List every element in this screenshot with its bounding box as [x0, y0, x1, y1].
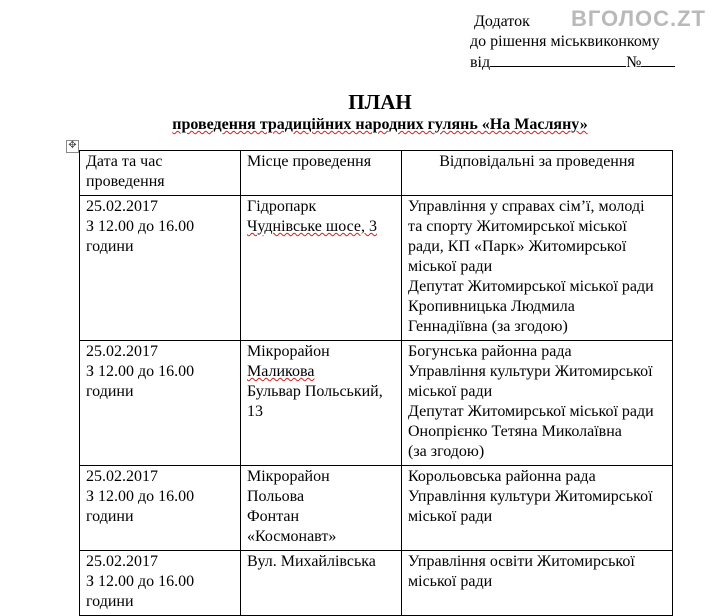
time-text: З 12.00 до 16.00	[86, 488, 195, 505]
cell-date	[80, 466, 241, 551]
cell-date	[80, 341, 241, 466]
place-text: Бульвар Польський,	[247, 383, 383, 400]
responsible-text: Онопрієнко Тетяна Миколаївна	[408, 423, 622, 440]
responsible-text: Богунська районна рада	[408, 343, 572, 360]
time-text: З 12.00 до 16.00	[86, 573, 195, 590]
annex-title: Додаток	[474, 13, 530, 30]
place-text: Чуднівське шосе, 3	[247, 218, 377, 235]
hours-text: години	[86, 593, 134, 610]
responsible-text: міської ради	[408, 573, 493, 590]
date-text: 25.02.2017	[86, 553, 158, 570]
responsible-text: Корольовська районна рада	[408, 468, 596, 485]
cell-responsible	[402, 196, 673, 341]
header-date-line2: проведення	[86, 173, 165, 190]
date-blank	[490, 52, 626, 67]
table-move-handle-icon[interactable]: ✥	[66, 140, 79, 153]
cell-place	[241, 551, 402, 616]
annex-from-label: від	[470, 54, 491, 71]
responsible-text: Управління у справах сім’ї, молоді	[408, 198, 645, 215]
date-text: 25.02.2017	[86, 468, 158, 485]
table-row	[80, 551, 673, 616]
document-subtitle	[0, 116, 714, 134]
responsible-text: Кропивницька Людмила	[408, 298, 575, 315]
place-text: Гідропарк	[247, 198, 317, 215]
place-text: Маликова	[247, 363, 315, 380]
table-row	[80, 466, 673, 551]
table-row	[80, 341, 673, 466]
place-text: Польова	[247, 488, 305, 505]
responsible-text: (за згодою)	[408, 443, 485, 460]
table-row	[80, 196, 673, 341]
date-text: 25.02.2017	[86, 343, 158, 360]
header-date-time	[80, 151, 241, 196]
place-text: Фонтан	[247, 508, 300, 525]
hours-text: години	[86, 383, 134, 400]
responsible-text: міської ради	[408, 383, 493, 400]
place-text: Мікрорайон	[247, 468, 330, 485]
responsible-text: Управління культури Житомирської	[408, 363, 653, 380]
time-text: З 12.00 до 16.00	[86, 363, 195, 380]
annex-block	[470, 12, 675, 73]
responsible-text: та спорту Житомирської міської	[408, 218, 627, 235]
date-text: 25.02.2017	[86, 198, 158, 215]
responsible-text: Депутат Житомирської міської ради	[408, 278, 654, 295]
document-title: ПЛАН	[348, 90, 412, 114]
cell-place	[241, 341, 402, 466]
header-place: Місце проведення	[241, 151, 402, 196]
place-text: «Космонавт»	[247, 528, 337, 545]
cell-place	[241, 466, 402, 551]
table-header-row	[80, 151, 673, 196]
responsible-text: Геннадіївна (за згодою)	[408, 318, 568, 335]
responsible-text: ради, КП «Парк» Житомирської	[408, 238, 627, 255]
subtitle-text: проведення традиційних народних гулянь «На Масляну»	[172, 116, 588, 133]
responsible-text: Управління культури Житомирської	[408, 488, 653, 505]
responsible-text: Депутат Житомирської міської ради	[408, 403, 654, 420]
cell-responsible	[402, 466, 673, 551]
time-text: З 12.00 до 16.00	[86, 218, 195, 235]
responsible-text: міської ради	[408, 508, 493, 525]
responsible-text: Управління освіти Житомирської	[408, 553, 635, 570]
cell-date	[80, 551, 241, 616]
hours-text: години	[86, 508, 134, 525]
cell-responsible	[402, 551, 673, 616]
cell-date	[80, 196, 241, 341]
place-text: Мікрорайон	[247, 343, 330, 360]
annex-decision: до рішення міськвиконкому	[470, 33, 660, 50]
site-watermark: ВГОЛОС.ZT	[570, 6, 706, 31]
place-text: Вул. Михайлівська	[247, 553, 376, 570]
annex-date-line	[470, 52, 675, 73]
cell-responsible	[402, 341, 673, 466]
cell-place	[241, 196, 402, 341]
events-table	[79, 150, 673, 616]
place-text: 13	[247, 403, 263, 420]
header-responsible: Відповідальні за проведення	[402, 151, 673, 196]
header-date-line1: Дата та час	[86, 153, 163, 170]
annex-number-label: №	[626, 54, 642, 71]
responsible-text: міської ради	[408, 258, 493, 275]
hours-text: години	[86, 238, 134, 255]
number-blank	[641, 52, 675, 67]
